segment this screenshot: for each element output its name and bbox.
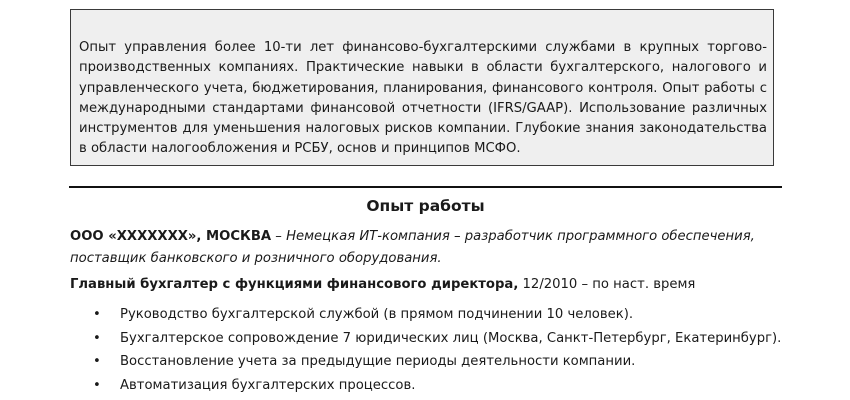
summary-box bbox=[70, 9, 774, 166]
summary-text: Опыт управления более 10-ти лет финансово-бухгалтерскими службами в крупных торгово-производственных компаниях. Практические навыки в области бухгалтерского, налогового и управленческого учета, бюджетирования, планирования, финансового контроля. Опыт работы с международными стандартами финансовой отчетности (IFRS/GAAP). Использование различных инструментов для уменьшения налоговых рисков компании. Глубокие знания законодательства в области налогообложения и РСБУ, основ и принципов МСФО. bbox=[79, 40, 767, 157]
list-item: • Автоматизация бухгалтерских процессов. bbox=[70, 376, 782, 400]
list-item: • Восстановление учета за предыдущие периоды деятельности компании. bbox=[70, 352, 782, 376]
company-block bbox=[70, 226, 782, 270]
job-title: Главный бухгалтер с функциями финансового директора, bbox=[70, 277, 519, 292]
company-name: ООО «XXXXXXX», МОСКВА bbox=[70, 229, 272, 244]
list-item: • Руководство бухгалтерской службой (в прямом подчинении 10 человек). bbox=[70, 305, 782, 329]
list-item: • Бухгалтерское сопровождение 7 юридических лиц (Москва, Санкт-Петербург, Екатеринбург). bbox=[70, 329, 782, 353]
section-title: Опыт работы bbox=[366, 197, 485, 215]
job-period: 12/2010 – по наст. время bbox=[518, 277, 696, 292]
section-divider bbox=[69, 186, 782, 188]
duties-list bbox=[70, 305, 782, 399]
company-separator: – bbox=[271, 229, 287, 244]
company-description: Немецкая ИТ-компания – разработчик программного обеспечения, поставщик банковского и розничного оборудования. bbox=[70, 229, 755, 266]
job-block bbox=[70, 277, 782, 292]
